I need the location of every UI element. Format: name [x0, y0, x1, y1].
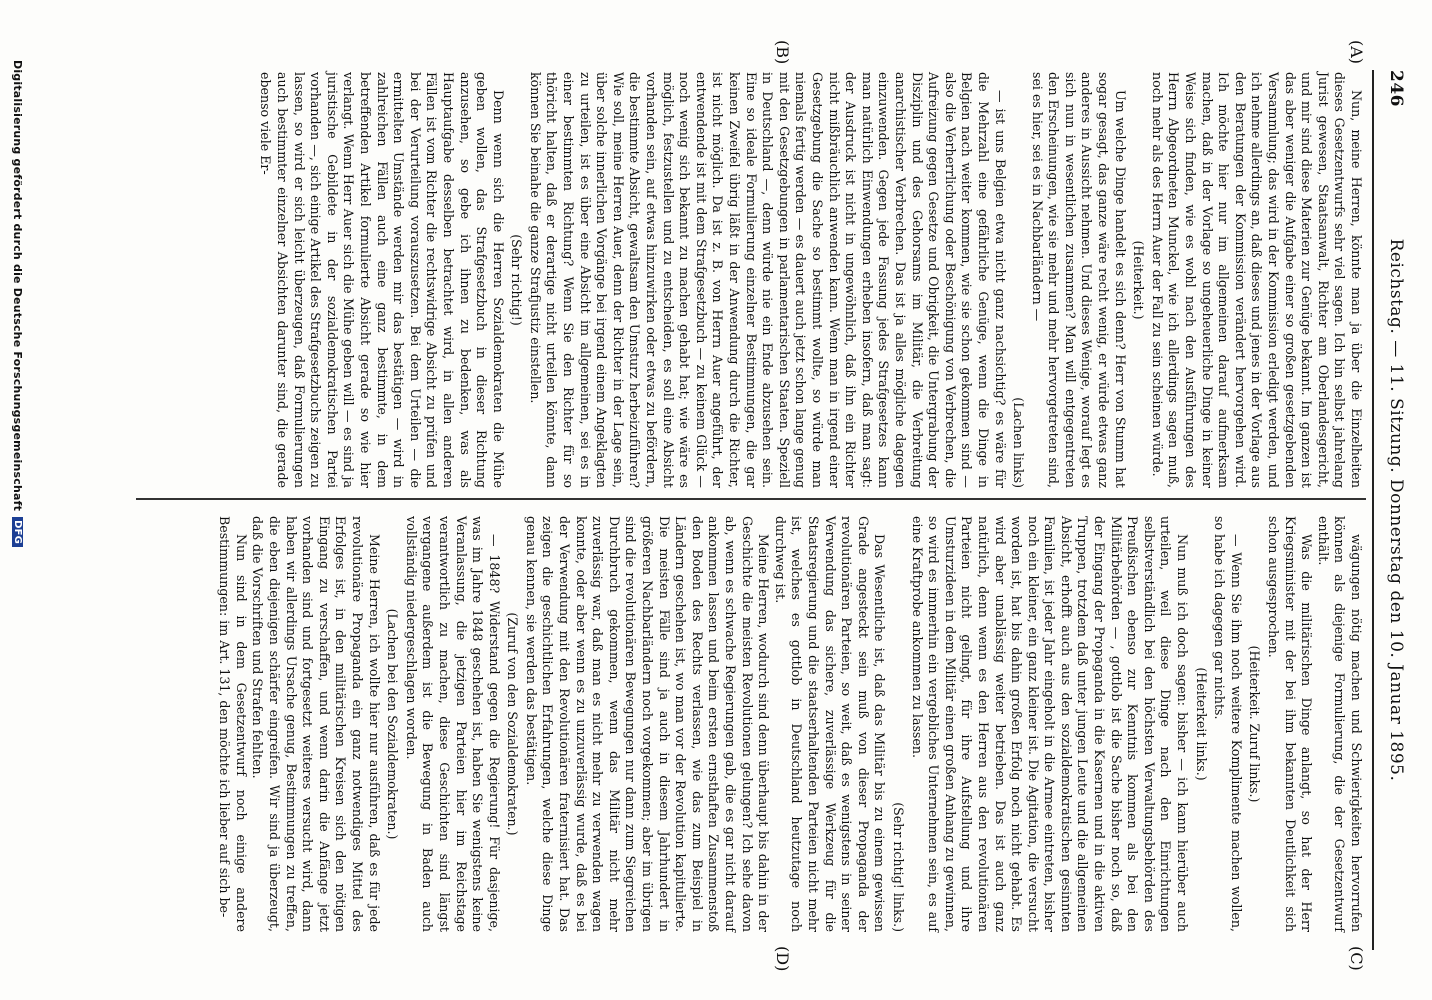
paragraph: Was die militärischen Dinge anlangt, so hat der Herr Kriegsminister mit der bei ihm bekannten Deutlichkeit sich schon ausgesprochen.: [1266, 516, 1315, 932]
running-title: Reichstag. — 11. Sitzung. Donnerstag den 10. Januar 1895.: [1386, 238, 1406, 782]
paragraph: wägungen nötig machen und Schwierigkeiten hervorrufen können als diejenige Formulierung, die der Gesetzentwurf enthält.: [1315, 516, 1364, 932]
paragraph: Meine Herren, ich wollte hier nur ausführen, daß es für jede revolutionäre Propaganda ein ganz notwendiges Mittel des Erfolges ist, in den militärischen Kreisen sich den nötigen Eingang zu verschaffen, und wenn darin die Anfänge jetzt vorhanden sind und fortgesetzt weiteres versucht wird, dann haben wir allerdings Ursache genug, Bestimmungen zu treffen, die eben diejenigen schärfer eingreifen. Wir sind ja überzeugt, daß die Vorschriften und Strafen fehlten.: [250, 516, 382, 932]
footer-text: Digitalisierung gefördert durch die Deutsche Forschungsgemeinschaft: [11, 60, 24, 512]
margin-marker-c: (C): [1347, 946, 1366, 971]
text-column-right: [216, 516, 1364, 932]
paragraph: — Wenn Sie ihm noch weitere Komplimente machen wollen, so habe ich dagegen gar nichts.: [1212, 516, 1244, 932]
page-header: [1378, 70, 1408, 950]
column-divider: [136, 498, 1366, 500]
text-column-left: [257, 72, 1364, 488]
stage-direction: (Heiterkeit links.): [1193, 667, 1209, 781]
stage-direction: (Heiterkeit. Zuruf links.): [1247, 645, 1263, 803]
paragraph: — 1848? Widerstand gegen die Regierung! Für dasjenige, was im Jahre 1848 geschehen ist, haben Sie wenigstens keine Veranlassung, die jetzigen Parteien hier im Reichstage verantwortlich zu machen, diese Geschichten sind längst vergangene außerdem ist die Bewegung in Baden auch vollständig niedergeschlagen worden.: [403, 516, 502, 932]
margin-marker-d: (D): [773, 946, 792, 972]
paragraph: Nun muß ich doch sagen: bisher — ich kann hierüber auch urteilen, weil diese Dinge nach den Einrichtungen selbstverständlich bei den höchsten Verwaltungsbehörden des Preußischen ebenso zur Kenntnis kommen als bei den Militärbehörden — , gottlob ist die Sache bisher noch so, daß der Eingang der Propaganda in die Kasernen und in die aktiven Truppen, trotzdem daß unter jungen Leute und die allgemeinen Absicht, erhofft auch aus den sozialdemokratischen gesinnten Familien, ist jeder Jahr eingeholt in die Armee eintreten, bisher noch ein kleiner, ein ganz kleiner ist. Die Agitation, die versucht worden ist, hat bis dahin großen Erfolg noch nicht gehabt. Es wird aber unablässig weiter betrieben. Das ist auch ganz natürlich, denn wenn es den Herren aus den revolutionären Parteien nicht gelingt, für ihre Aufstellung und ihre Umsturzideen in dem Militär einen großen Anhang zu gewinnen, so wird es immerhin ein vergebliches Unternehmen sein, es auf eine Kraftprobe ankommen zu lassen.: [909, 516, 1191, 932]
stage-direction: (Sehr richtig!): [509, 234, 525, 326]
paragraph: Nun sind in dem Gesetzentwurf noch einige andere Bestimmungen: im Art. 131, den möchte ich lieber auf sich be-: [217, 516, 249, 932]
paragraph: Meine Herren, wodurch sind denn überhaupt bis dahin in der Geschichte die meisten Revolutionen gelungen? Ich sehe davon ab, wenn es schwache Regierungen gab, die es gar nicht darauf ankommen lassen und beim ersten ernsthaften Zusammenstoß den Boden des Rechts verlassen, wie das zum Beispiel in Ländern geschehen ist, wo man vor der Revolution kapitulierte. Die meisten Fälle sind ja auch in diesem Jahrhundert in größeren Nachbarländern noch vorgekommen; aber im übrigen sind die revolutionären Bewegungen nur dann zum Siegreichen Durchbruch gekommen, wenn das Militär nicht mehr zuverlässig war, daß man es nicht mehr zu verwenden wagen konnte, oder aber wenn es zu unzuverlässig wurde, daß es bei der Verwendung mit den Revolutionären fraternisiert hat. Das zeigen die geschichtlichen Erfahrungen, welche diese Dinge genau kennen, sie werden das bestätigen.: [523, 516, 772, 932]
stage-direction: (Lachen links): [1011, 397, 1027, 488]
dfg-logo: DFG: [12, 517, 23, 547]
stage-direction: (Heiterkeit.): [1131, 240, 1147, 320]
paragraph: Nun, meine Herren, könnte man ja über die Einzelheiten dieses Gesetzentwurfs sehr viel sagen. Ich bin selbst jahrelang Jurist gewesen, Staatsanwalt, Richter am Oberlandesgericht, und mir sind diese Materien zur Genüge bekannt. Im ganzen ist das aber weniger die Aufgabe einer so großen gesetzgebenden Versammlung; das wird in der Kommission erledigt werden, und ich nehme allerdings an, daß dieses und jenes in der Vorlage aus den Beratungen der Kommission verändert hervorgehen wird. Ich möchte hier nur im allgemeinen darauf aufmerksam machen, daß in der Vorlage so ungeheuerliche Dinge in keiner Weise sich finden, wie es wohl nach den Ausführungen des Herrn Abgeordneten Munckel, wie ich allerdings sagen muß, noch mehr als des Herrn Auer der Fall zu sein scheinen würde.: [1149, 72, 1364, 488]
paragraph: Das Wesentliche ist, daß das Militär bis zu einem gewissen Grade angesteckt sein muß von dieser Propaganda der revolutionären Parteien, so weit, daß es wenigstens in seiner Verwendung das sichere, zuverlässige Werkzeug für die Staatsregierung und die staatserhaltenden Parteien nicht mehr ist, welches es gottlob in Deutschland heutzutage noch durchweg ist.: [772, 516, 888, 932]
margin-marker-a: (A): [1347, 40, 1366, 65]
margin-marker-b: (B): [773, 40, 792, 65]
page-number: 246: [1386, 70, 1406, 107]
stage-direction: (Lachen bei den Sozialdemokraten.): [385, 608, 401, 840]
paragraph: Denn wenn sich die Herren Sozialdemokraten die Mühe geben wollen, das Strafgesetzbuch in dieser Richtung anzusehen, so gebe ich ihnen zu bedenken, was als Hauptaufgabe desselben betrachtet wird, in allen anderen Fällen ist vom Richter die rechtswidrige Absicht zu prüfen und bei der Verurteilung vorauszusetzen. Bei dem Urteilen — die ermittelten Umstände werden mir das bestätigen — wird in zahlreichen Fällen auch eine ganz bestimmte, in dem betreffenden Artikel formulierte Absicht gerade so wie hier verlangt. Wenn Herr Auer sich die Mühe geben will — es sind ja juristische Gebildete in der sozialdemokratischen Partei vorhanden —, sich einige Artikel des Strafgesetzbuchs zeigen zu lassen, so wird er sich leicht überzeugen, daß Formulierungen auch bestimmter einzelner Absichten darunter sind, die gerade ebenso viele Er-: [258, 72, 506, 488]
stage-direction: (Zuruf von den Sozialdemokraten.): [505, 612, 521, 836]
header-rule: [1372, 70, 1374, 950]
paragraph: — ist uns Belgien etwa nicht ganz nachsichtig? es wäre für die Mehrzahl eine gefährliche Genüge, wenn die Dinge in Belgien nach weiter kommen, wie sie schon gekommen sind — also die Verherrlichung oder Beschönigung von Verbrechen, die Aufreizung gegen Gesetze und Obrigkeit, die Untergrabung der Disziplin und des Gehorsams im Militär, die Verbreitung anarchistischer Verbrechen. Das ist ja alles mögliche dagegen einzuwenden. Gegen jede Fassung jedes Strafgesetzes kann man natürlich Einwendungen erheben insofern, daß man sagt: der Ausdruck ist nicht in ungewöhnlich, daß ihn ein Richter nicht mißbräuchlich anwenden kann. Wenn man in irgend einer Gesetzgebung die Sache so bestimmt wollte, so würde man niemals fertig werden — es dauert auch jetzt schon lange genug mit den Gesetzgebungen in parlamentarischen Staaten. Speziell in Deutschland —, denn würde nie ein Ende abzusehen sein. Eine so ideale Formulierung einzelner Bestimmungen, die gar keinen Zweifel übrig läßt in der Anwendung durch die Richter, ist nicht möglich. Da ist z. B. von Herrn Auer angeführt, der entwendende ist mit dem Strafgesetzbuch — zu keinem Glück — noch wenig sich bekannt zu machen gehabt hat; wie wäre es möglich, festzustellen und zu entscheiden, es soll eine Absicht vorhanden sein, auf etwas hinzuwirken oder etwas zu befördern, die bestimmte Absicht, gewaltsam den Umsturz herbeizuführen? Wie soll, meine Herren Auer, denn der Richter in der Lage sein, über solche innerlichen Vorgänge bei irgend einem Angeklagten zu urteilen, ist es über eine Absicht im allgemeinen, sei es in einer bestimmten Richtung? Wenn Sie den Richter für so thöricht halten, daß er derartige nicht urteilen könnte, dann können Sie beinahe die ganze Strafjustiz einstellen.: [527, 72, 1008, 488]
stage-direction: (Sehr richtig! links.): [890, 802, 906, 932]
digitization-footer: [11, 60, 24, 940]
paragraph: Um welche Dinge handelt es sich denn? Herr von Stumm hat sogar gesagt, das ganze wäre recht wenig, er würde etwas ganz anderes in Aussicht nehmen. Und dieses Wenige, worauf legt es sich nun in wesentlichen zusammen? Man will entgegentreten den Erscheinungen, wie sie mehr und mehr hervorgetreten sind, sei es hier, sei es in Nachbarländern —: [1029, 72, 1128, 488]
